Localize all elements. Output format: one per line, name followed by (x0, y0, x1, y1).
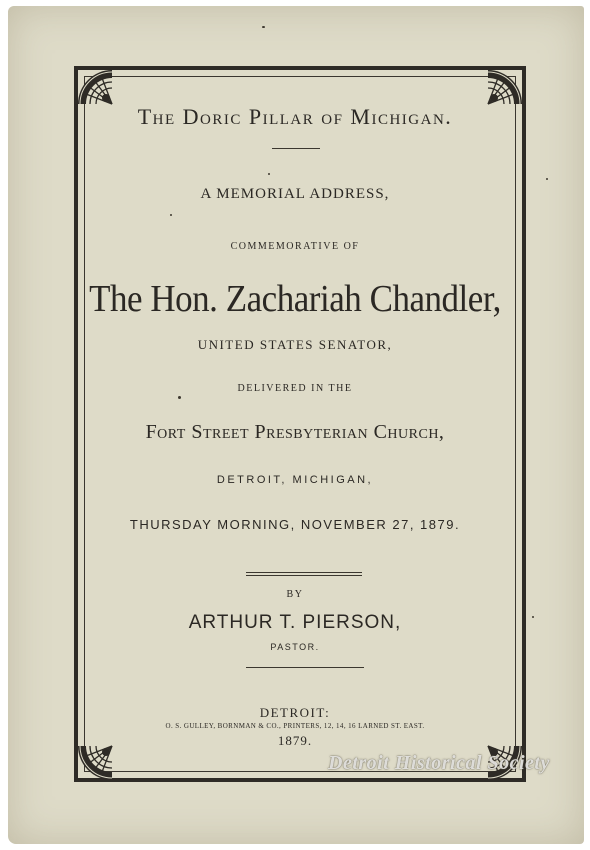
venue-name: Fort Street Presbyterian Church, (145, 421, 445, 443)
divider-rule (246, 667, 364, 668)
paper-speck (532, 616, 534, 618)
watermark-text: Detroit Historical Society (328, 752, 550, 774)
corner-ornament-icon (76, 68, 114, 106)
honoree-title: UNITED STATES SENATOR, (197, 337, 393, 352)
author-role: PASTOR. (270, 642, 320, 652)
author-name: ARTHUR T. PIERSON, (188, 612, 402, 633)
divider-rule (246, 572, 362, 573)
honoree-name: The Hon. Zachariah Chandler, (89, 278, 501, 320)
paper-speck (268, 173, 270, 175)
imprint-printers: O. S. GULLEY, BORNMAN & CO., PRINTERS, 12, 14, 16 LARNED ST. EAST. (165, 722, 425, 730)
corner-ornament-icon (76, 744, 114, 782)
commemorative-label: COMMEMORATIVE OF (230, 241, 360, 252)
address-date: THURSDAY MORNING, NOVEMBER 27, 1879. (129, 517, 461, 532)
paper-speck (170, 214, 172, 216)
paper-speck (178, 396, 181, 399)
by-label: BY (286, 589, 304, 600)
divider-rule (246, 575, 362, 576)
corner-ornament-icon (486, 68, 524, 106)
imprint-city: DETROIT: (259, 705, 331, 720)
imprint-year: 1879. (277, 733, 313, 748)
cover-title: The Doric Pillar of Michigan. (137, 104, 453, 129)
cover-subtitle: A MEMORIAL ADDRESS, (200, 186, 390, 202)
paper-speck (262, 26, 265, 28)
venue-location: DETROIT, MICHIGAN, (216, 474, 374, 486)
paper-speck (546, 178, 548, 180)
delivered-label: DELIVERED IN THE (237, 383, 353, 394)
divider-rule (272, 148, 320, 149)
